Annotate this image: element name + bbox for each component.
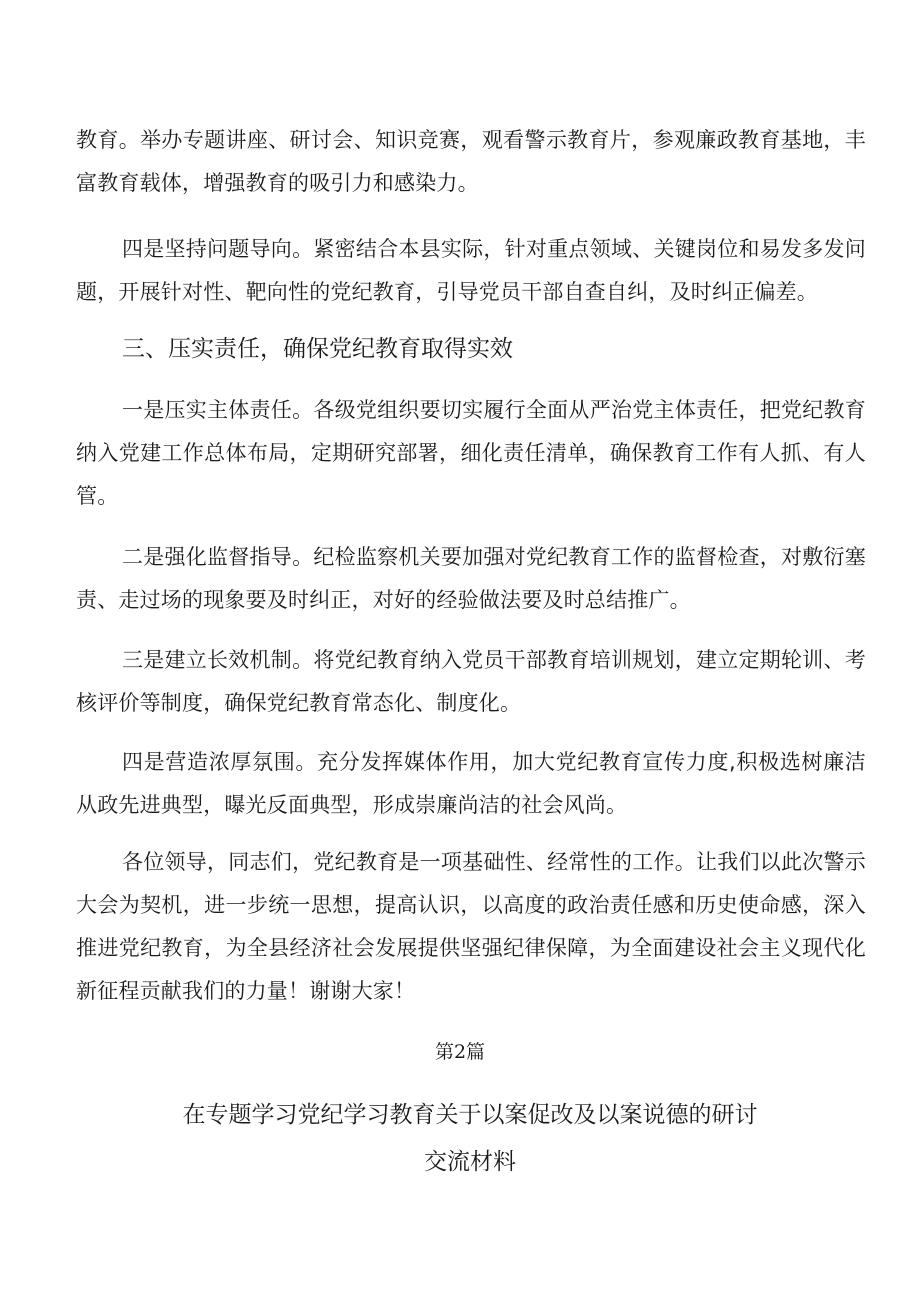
- section-label: 第2篇: [434, 1041, 486, 1063]
- article-title-line-1: 在专题学习党纪学习教育关于以案促改及以案说德的研讨: [182, 1102, 758, 1128]
- paragraph-supervision: 二是强化监督指导。纪检监察机关要加强对党纪教育工作的监督检查，对敷衍塞责、走过场的现象要及时纠正，对好的经验做法要及时总结推广。: [76, 545, 866, 612]
- paragraph-closing: 各位领导，同志们，党纪教育是一项基础性、经常性的工作。让我们以此次警示大会为契机，进一步统一思想，提高认识，以高度的政治责任感和历史使命感，深入推进党纪教育，为全县经济社会发展提供坚强纪律保障，为全面建设社会主义现代化新征程贡献我们的力量！谢谢大家！: [76, 850, 866, 1003]
- section-heading-three: 三、压实责任，确保党纪教育取得实效: [122, 336, 513, 362]
- article-title-line-2: 交流材料: [424, 1149, 516, 1175]
- paragraph-long-term-mechanism: 三是建立长效机制。将党纪教育纳入党员干部教育培训规划，建立定期轮训、考核评价等制度，确保党纪教育常态化、制度化。: [76, 648, 866, 715]
- paragraph-education-carriers: 教育。举办专题讲座、研讨会、知识竞赛，观看警示教育片，参观廉政教育基地，丰富教育载体，增强教育的吸引力和感染力。: [76, 128, 866, 195]
- paragraph-atmosphere: 四是营造浓厚氛围。充分发挥媒体作用，加大党纪教育宣传力度,积极选树廉洁从政先进典型，曝光反面典型，形成崇廉尚洁的社会风尚。: [76, 750, 866, 817]
- paragraph-problem-oriented: 四是坚持问题导向。紧密结合本县实际，针对重点领域、关键岗位和易发多发问题，开展针对性、靶向性的党纪教育，引导党员干部自查自纠，及时纠正偏差。: [76, 237, 866, 304]
- paragraph-main-responsibility: 一是压实主体责任。各级党组织要切实履行全面从严治党主体责任，把党纪教育纳入党建工作总体布局，定期研究部署，细化责任清单，确保教育工作有人抓、有人管。: [76, 398, 866, 508]
